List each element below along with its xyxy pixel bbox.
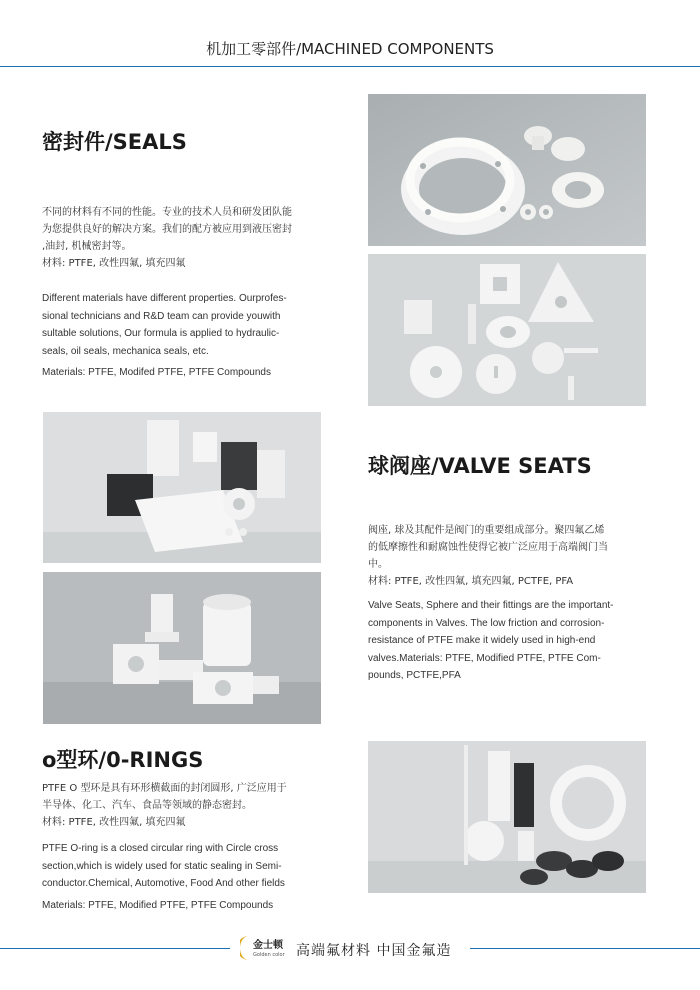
valve-seats-title: 球阀座/VALVE SEATS: [368, 454, 592, 478]
seals-en-line: Different materials have different properties. Ourprofes-: [42, 293, 287, 304]
footer-divider-left: [0, 948, 230, 949]
seals-cn-line: ,油封, 机械密封等。: [42, 241, 132, 252]
footer-slogan: 高端氟材料 中国金氟造: [296, 943, 452, 959]
logo-sub-text: Golden color: [253, 952, 285, 958]
seals-en-line: sultable solutions, Our formula is applied to hydraulic-: [42, 328, 280, 339]
valve-seats-cn-line: 中。: [368, 559, 388, 570]
seals-cn-line: 不同的材料有不同的性能。专业的技术人员和研发团队能: [42, 207, 292, 218]
seals-en-materials: Materials: PTFE, Modifed PTFE, PTFE Compounds: [42, 367, 271, 378]
orings-en-line: PTFE O-ring is a closed circular ring with Circle cross: [42, 843, 279, 854]
page-header-title: 机加工零部件/MACHINED COMPONENTS: [206, 40, 494, 58]
photo-blocks-parts: [43, 412, 321, 563]
orings-en-line: section,which is widely used for static sealing in Semi-: [42, 860, 282, 872]
orings-cn-line: PTFE O 型环是具有环形横截面的封闭圆形, 广泛应用于: [42, 783, 287, 794]
orings-en-text: [42, 840, 322, 893]
seals-cn-text: [42, 204, 332, 272]
seals-en-line: sional technicians and R&D team can provide youwith: [42, 310, 281, 322]
valve-seats-en-line: resistance of PTFE make it widely used in high-end: [368, 635, 596, 646]
valve-seats-en-text: [368, 597, 646, 685]
orings-cn-materials: 材料: PTFE, 改性四氟, 填充四氟: [42, 817, 186, 828]
valve-seats-en-line: pounds, PCTFE,PFA: [368, 670, 461, 681]
footer-divider-right: [470, 948, 700, 949]
seals-cn-line: 为您提供良好的解决方案。我们的配方被应用到液压密封: [42, 224, 292, 235]
seals-en-line: seals, oil seals, mechanica seals, etc.: [42, 345, 209, 357]
photo-valve-fittings: [43, 572, 321, 724]
logo-crescent-icon: [240, 936, 249, 960]
orings-title: o型环/0-RINGS: [42, 748, 204, 772]
orings-en-materials: Materials: PTFE, Modified PTFE, PTFE Compounds: [42, 900, 274, 911]
seals-cn-materials: 材料: PTFE, 改性四氟, 填充四氟: [42, 258, 186, 269]
valve-seats-cn-line: 阀座, 球及其配件是阀门的重要组成部分。聚四氟乙烯: [368, 525, 605, 536]
valve-seats-cn-materials: 材料: PTFE, 改性四氟, 填充四氟, PCTFE, PFA: [368, 576, 574, 587]
orings-en-line: conductor.Chemical, Automotive, Food And other fields: [42, 878, 285, 889]
photo-machined-white-parts: [368, 254, 646, 406]
photo-flat-gaskets: [368, 94, 646, 246]
seals-title: 密封件/SEALS: [42, 130, 187, 154]
valve-seats-en-line: Valve Seats, Sphere and their fittings are the important-: [368, 600, 614, 611]
valve-seats-en-line: components in Valves. The low friction and corrosion-: [368, 617, 605, 629]
header-divider: [0, 66, 700, 67]
orings-cn-line: 半导体、化工、汽车、食品等领域的静态密封。: [42, 800, 252, 811]
valve-seats-cn-line: 的低摩擦性和耐腐蚀性使得它被广泛应用于高端阀门当: [368, 542, 608, 553]
orings-cn-text: [42, 780, 332, 831]
valve-seats-cn-text: [368, 522, 658, 590]
seals-en-text: [42, 290, 322, 360]
valve-seats-en-line: valves.Materials: PTFE, Modified PTFE, PTFE Com-: [368, 652, 601, 664]
logo-brand-text: 金士顿: [253, 940, 283, 951]
brand-logo: [240, 932, 290, 964]
photo-orings-balls: [368, 741, 646, 893]
